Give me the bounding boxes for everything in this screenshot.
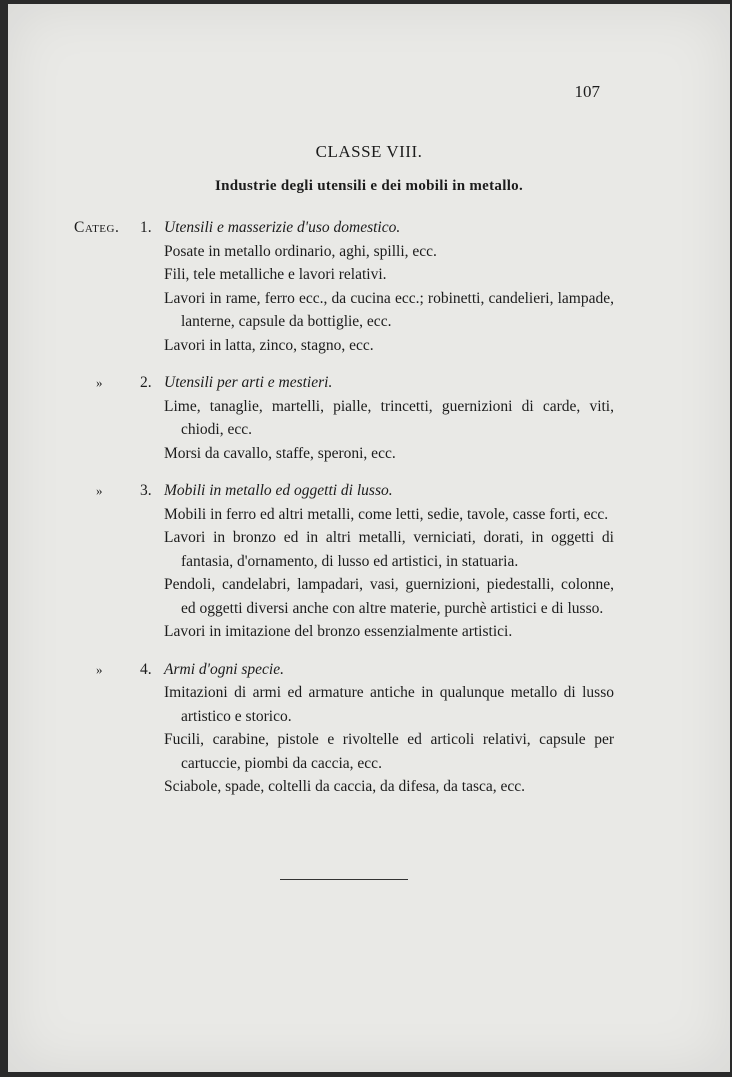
page-number: 107 [574,82,600,101]
category-title: Utensili per arti e mestieri. [164,374,333,391]
category-heading [74,479,614,503]
category-number: 4. [140,660,152,678]
category-items [164,681,614,799]
category-items [164,395,614,466]
category-section [74,216,614,357]
list-item: Pendoli, candelabri, lampadari, vasi, guernizioni, piedestalli, colonne, ed oggetti diversi anche con altre materie, purchè artistici e di lusso. [164,576,614,617]
category-prefix: » [96,375,103,390]
list-item: Lime, tanaglie, martelli, pialle, trincetti, guernizioni di carde, viti, chiodi, ecc. [164,397,614,438]
category-title: Armi d'ogni specie. [164,660,284,678]
category-prefix: » [96,661,103,677]
list-item: Lavori in latta, zinco, stagno, ecc. [164,336,374,354]
category-title: Utensili e masserizie d'uso domestico. [164,219,401,236]
list-item: Lavori in rame, ferro ecc., da cucina ecc.; robinetti, candelieri, lampade, lanterne, capsule da bottiglie, ecc. [164,289,614,330]
category-number: 1. [140,219,152,236]
category-heading [74,216,614,240]
category-section [74,479,614,644]
list-item: Imitazioni di armi ed armature antiche in qualunque metallo di lusso artistico e storico. [164,684,614,725]
class-subtitle: Industrie degli utensili e dei mobili in metallo. [214,178,524,194]
category-number: 2. [140,374,152,391]
category-items [164,503,614,644]
category-items [164,240,614,358]
list-item: Fili, tele metalliche e lavori relativi. [164,266,387,283]
class-title: CLASSE VIII. [315,142,423,161]
category-list [74,216,614,813]
list-item: Morsi da cavallo, staffe, speroni, ecc. [164,444,396,462]
category-section [74,371,614,465]
category-title: Mobili in metallo ed oggetti di lusso. [164,482,393,499]
list-item: Lavori in bronzo ed in altri metalli, verniciati, dorati, in oggetti di fantasia, d'ornamento, di lusso ed artistici, in statuaria. [164,529,614,570]
closing-rule [280,879,408,880]
category-heading [74,371,614,395]
category-number: 3. [140,482,152,499]
document-page [8,4,730,1072]
list-item: Posate in metallo ordinario, aghi, spilli, ecc. [164,242,437,260]
list-item: Sciabole, spade, coltelli da caccia, da difesa, da tasca, ecc. [164,778,526,795]
category-prefix: » [96,483,103,498]
list-item: Lavori in imitazione del bronzo essenzialmente artistici. [164,623,513,640]
list-item: Fucili, carabine, pistole e rivoltelle ed articoli relativi, capsule per cartuccie, piombi da caccia, ecc. [164,731,614,772]
category-section [74,658,614,799]
category-prefix: Categ. [74,219,120,236]
category-heading [74,658,614,682]
list-item: Mobili in ferro ed altri metalli, come letti, sedie, tavole, casse forti, ecc. [164,505,609,523]
